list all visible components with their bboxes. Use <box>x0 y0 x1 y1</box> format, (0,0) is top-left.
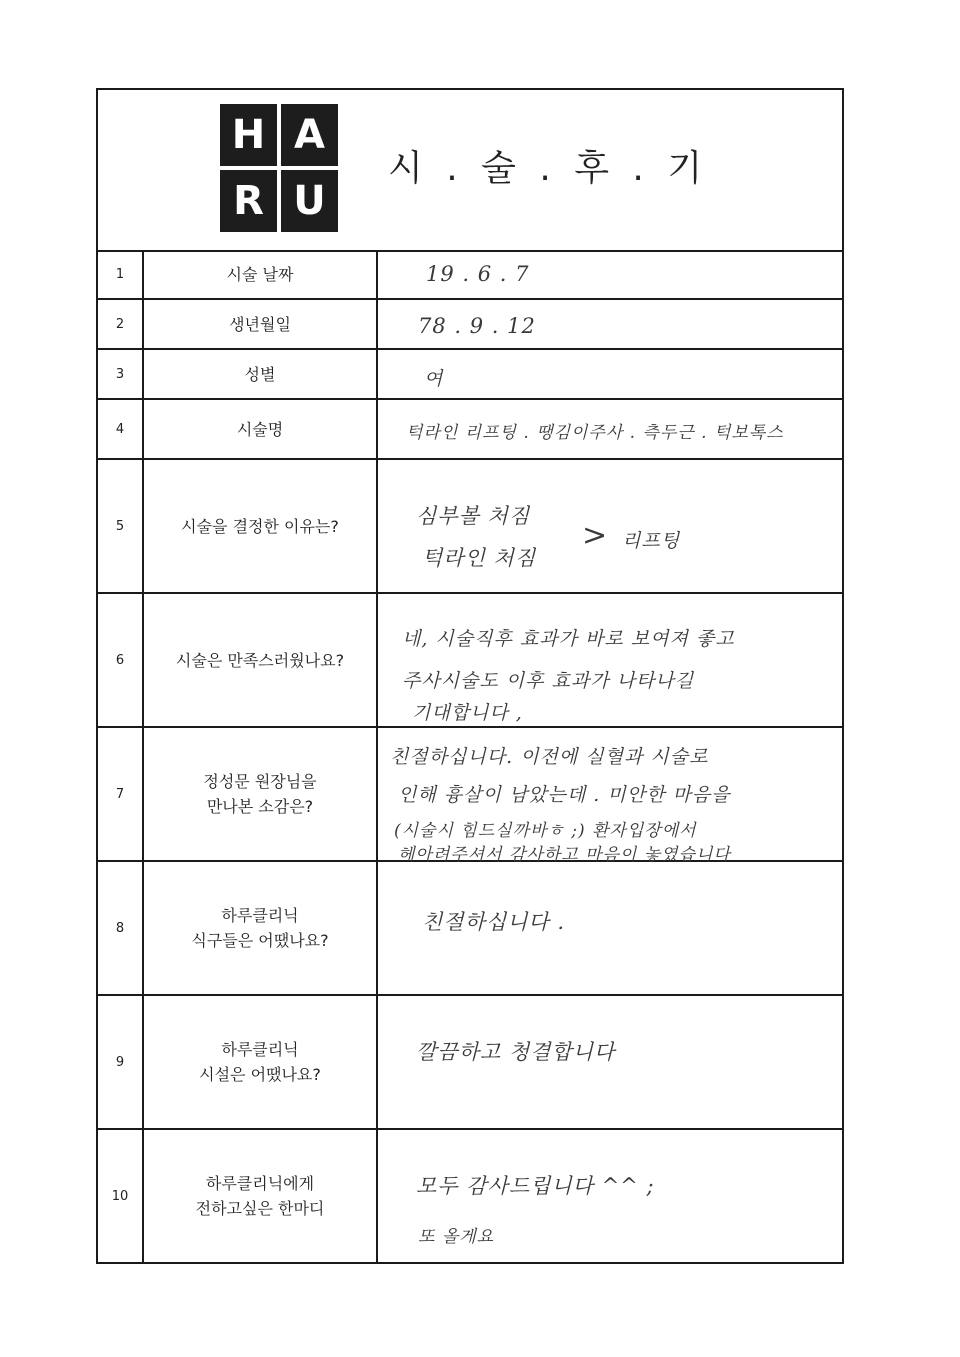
form-row-10 <box>98 1130 842 1262</box>
answer-line: 기대합니다 , <box>412 702 523 724</box>
form-row-5 <box>98 460 842 594</box>
logo-letter-a: A <box>281 104 338 166</box>
question-line: 전하고싶은 한마디 <box>195 1199 325 1218</box>
handwritten-answer <box>378 1130 842 1262</box>
logo-letter-r: R <box>220 170 277 232</box>
form-row-2 <box>98 300 842 350</box>
question-line: 시술명 <box>236 419 284 439</box>
handwritten-answer <box>378 300 842 348</box>
handwritten-answer <box>378 460 842 592</box>
row-number: 7 <box>98 728 144 860</box>
logo-letter-h: H <box>220 104 277 166</box>
question-label <box>144 400 378 458</box>
question-line: 시술을 결정한 이유는? <box>181 516 339 536</box>
question-line: 식구들은 어땠나요? <box>191 931 329 950</box>
question-line: 하루클리닉 <box>221 1040 299 1059</box>
question-label <box>144 728 378 860</box>
form-row-9 <box>98 996 842 1130</box>
question-line: 하루클리닉 <box>221 906 299 925</box>
question-line: 정성문 원장님을 <box>203 772 317 791</box>
question-label <box>144 300 378 348</box>
answer-line: 인해 흉살이 남았는데 . 미안한 마음을 <box>398 784 731 806</box>
answer-line: 친절하십니다. 이전에 실혈과 시술로 <box>390 746 709 768</box>
answer-line: 심부볼 처짐 <box>416 504 531 528</box>
answer-line: 친절하십니다 . <box>422 910 566 934</box>
question-line: 하루클리닉에게 <box>205 1174 315 1193</box>
row-number: 5 <box>98 460 144 592</box>
question-label <box>144 250 378 298</box>
question-label <box>144 460 378 592</box>
answer-line: 또 올게요 <box>418 1227 495 1247</box>
row-number: 1 <box>98 250 144 298</box>
question-line: 시설은 어땠나요? <box>199 1065 321 1084</box>
row-number: 9 <box>98 996 144 1128</box>
answer-line: 주사시술도 이후 효과가 나타나길 <box>402 670 695 692</box>
answer-line: 헤아려주셔서 감사하고 마음이 놓였습니다 <box>398 845 731 865</box>
answer-line: 여 <box>424 368 444 390</box>
handwritten-answer <box>378 594 842 726</box>
question-line: 성별 <box>244 364 276 384</box>
answer-line: 78 . 9 . 12 <box>418 314 536 338</box>
form-row-4 <box>98 400 842 460</box>
bracket-mark: > <box>582 518 609 553</box>
handwritten-answer <box>378 350 842 398</box>
answer-line: (시술시 힘드실까바ㅎ ;) 환자입장에서 <box>394 821 697 841</box>
form-header <box>98 90 842 252</box>
answer-line: 턱라인 처짐 <box>422 546 537 570</box>
question-line: 만나본 소감은? <box>206 797 314 816</box>
question-line: 시술은 만족스러웠나요? <box>175 650 345 670</box>
form-title: 시 . 술 . 후 . 기 <box>388 148 709 189</box>
form-row-3 <box>98 350 842 400</box>
handwritten-answer <box>378 862 842 994</box>
row-number: 10 <box>98 1130 144 1262</box>
haru-logo <box>220 104 338 232</box>
form-row-6 <box>98 594 842 728</box>
row-number: 4 <box>98 400 144 458</box>
answer-line: 19 . 6 . 7 <box>426 262 530 286</box>
question-label <box>144 350 378 398</box>
row-number: 6 <box>98 594 144 726</box>
question-line: 시술 날짜 <box>226 264 294 284</box>
answer-line: 턱라인 리프팅 . 땡김이주사 . 측두근 . 턱보톡스 <box>406 423 784 443</box>
question-line: 생년월일 <box>229 314 291 334</box>
answer-line: 리프팅 <box>622 530 681 552</box>
row-number: 8 <box>98 862 144 994</box>
question-label <box>144 862 378 994</box>
row-number: 3 <box>98 350 144 398</box>
form-row-1 <box>98 250 842 300</box>
answer-line: 깔끔하고 청결합니다 <box>416 1040 616 1064</box>
review-form <box>96 88 844 1264</box>
handwritten-answer <box>378 996 842 1128</box>
question-label <box>144 1130 378 1262</box>
question-label <box>144 594 378 726</box>
question-label <box>144 996 378 1128</box>
handwritten-answer <box>378 400 842 458</box>
logo-letter-u: U <box>281 170 338 232</box>
form-row-7 <box>98 728 842 865</box>
handwritten-answer <box>378 728 842 865</box>
row-number: 2 <box>98 300 144 348</box>
form-row-8 <box>98 862 842 996</box>
answer-line: 네, 시술직후 효과가 바로 보여져 좋고 <box>402 628 735 650</box>
handwritten-answer <box>378 250 842 298</box>
answer-line: 모두 감사드립니다 ^^ ; <box>416 1174 655 1198</box>
